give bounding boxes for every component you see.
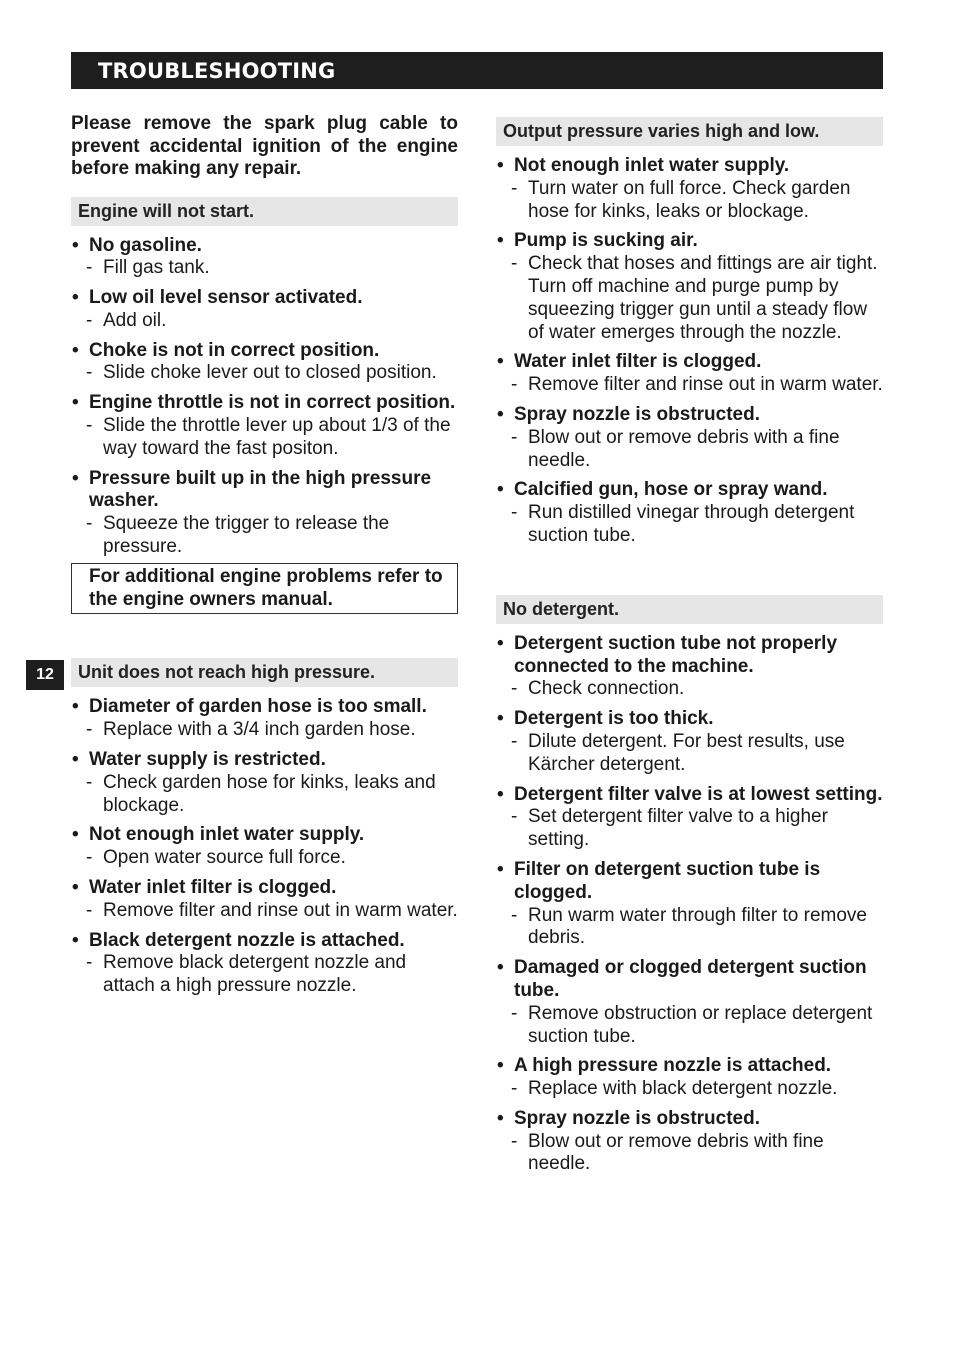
list-item xyxy=(496,404,883,472)
cause-text: • Not enough inlet water supply. xyxy=(496,155,883,178)
page-title: TROUBLESHOOTING xyxy=(98,59,336,83)
cause-text: • Water inlet filter is clogged. xyxy=(496,351,883,374)
fix-text: - Replace with black detergent nozzle. xyxy=(496,1078,883,1101)
cause-text: • No gasoline. xyxy=(71,235,458,258)
list-item xyxy=(71,877,458,923)
fix-text: - Turn water on full force. Check garden hose for kinks, leaks or blockage. xyxy=(496,178,883,224)
fix-text: - Slide choke lever out to closed position. xyxy=(71,362,458,385)
fix-text: - Blow out or remove debris with fine needle. xyxy=(496,1131,883,1177)
cause-text: • Water inlet filter is clogged. xyxy=(71,877,458,900)
cause-text: • Detergent is too thick. xyxy=(496,708,883,731)
left-column xyxy=(71,113,458,1005)
page-number: 12 xyxy=(26,660,64,690)
fix-text: - Run distilled vinegar through detergent suction tube. xyxy=(496,502,883,548)
cause-text: • Detergent filter valve is at lowest setting. xyxy=(496,784,883,807)
fix-text: - Check that hoses and fittings are air tight. Turn off machine and purge pump by squeezing trigger gun until a steady flow of water emerges through the nozzle. xyxy=(496,253,883,344)
list-item xyxy=(71,340,458,386)
section-heading: Unit does not reach high pressure. xyxy=(71,658,458,687)
cause-text: • Choke is not in correct position. xyxy=(71,340,458,363)
fix-text: - Remove filter and rinse out in warm water. xyxy=(496,374,883,397)
cause-text: • Pressure built up in the high pressure washer. xyxy=(71,468,458,514)
list-item xyxy=(496,1108,883,1176)
fix-text: - Remove black detergent nozzle and attach a high pressure nozzle. xyxy=(71,952,458,998)
list-item xyxy=(496,784,883,852)
fix-text: - Check connection. xyxy=(496,678,883,701)
cause-text: • Pump is sucking air. xyxy=(496,230,883,253)
list-item xyxy=(496,479,883,547)
cause-text: • Low oil level sensor activated. xyxy=(71,287,458,310)
fix-text: - Remove obstruction or replace detergent suction tube. xyxy=(496,1003,883,1049)
list-item xyxy=(71,287,458,333)
list-item xyxy=(496,351,883,397)
list-item xyxy=(71,930,458,998)
list-item xyxy=(71,392,458,460)
fix-text: - Open water source full force. xyxy=(71,847,458,870)
cause-text: • Spray nozzle is obstructed. xyxy=(496,1108,883,1131)
list-item xyxy=(496,859,883,950)
page-header xyxy=(71,52,883,89)
fix-text: - Set detergent filter valve to a higher setting. xyxy=(496,806,883,852)
list-item xyxy=(496,1055,883,1101)
list-item xyxy=(496,230,883,344)
fix-text: - Run warm water through filter to remove debris. xyxy=(496,905,883,951)
fix-text: - Dilute detergent. For best results, use Kärcher detergent. xyxy=(496,731,883,777)
cause-text: • Diameter of garden hose is too small. xyxy=(71,696,458,719)
cause-text: • Calcified gun, hose or spray wand. xyxy=(496,479,883,502)
fix-text: - Slide the throttle lever up about 1/3 of the way toward the fast positon. xyxy=(71,415,458,461)
list-item xyxy=(496,708,883,776)
list-item xyxy=(71,824,458,870)
section-output-pressure-varies xyxy=(496,117,883,548)
cause-text: • A high pressure nozzle is attached. xyxy=(496,1055,883,1078)
safety-warning: Please remove the spark plug cable to prevent accidental ignition of the engine before making any repair. xyxy=(71,113,458,179)
fix-text: - Remove filter and rinse out in warm water. xyxy=(71,900,458,923)
engine-manual-note: For additional engine problems refer to the engine owners manual. xyxy=(71,563,458,615)
fix-text: - Check garden hose for kinks, leaks and blockage. xyxy=(71,772,458,818)
list-item xyxy=(496,957,883,1048)
section-unit-does-not-reach-high-pressure xyxy=(71,658,458,998)
section-heading: Engine will not start. xyxy=(71,197,458,226)
list-item xyxy=(71,749,458,817)
cause-text: • Damaged or clogged detergent suction tube. xyxy=(496,957,883,1003)
fix-text: - Squeeze the trigger to release the pressure. xyxy=(71,513,458,559)
fix-text: - Replace with a 3/4 inch garden hose. xyxy=(71,719,458,742)
list-item xyxy=(496,155,883,223)
cause-text: • Not enough inlet water supply. xyxy=(71,824,458,847)
fix-text: - Add oil. xyxy=(71,310,458,333)
right-column xyxy=(496,117,883,1183)
list-item xyxy=(496,633,883,701)
cause-text: • Detergent suction tube not properly connected to the machine. xyxy=(496,633,883,679)
section-no-detergent xyxy=(496,595,883,1177)
cause-text: • Black detergent nozzle is attached. xyxy=(71,930,458,953)
fix-text: - Blow out or remove debris with a fine needle. xyxy=(496,427,883,473)
cause-text: • Spray nozzle is obstructed. xyxy=(496,404,883,427)
cause-text: • Engine throttle is not in correct position. xyxy=(71,392,458,415)
list-item xyxy=(71,235,458,281)
section-engine-will-not-start xyxy=(71,197,458,615)
cause-text: • Water supply is restricted. xyxy=(71,749,458,772)
section-heading: No detergent. xyxy=(496,595,883,624)
section-heading: Output pressure varies high and low. xyxy=(496,117,883,146)
list-item xyxy=(71,468,458,559)
list-item xyxy=(71,696,458,742)
cause-text: • Filter on detergent suction tube is clogged. xyxy=(496,859,883,905)
fix-text: - Fill gas tank. xyxy=(71,257,458,280)
